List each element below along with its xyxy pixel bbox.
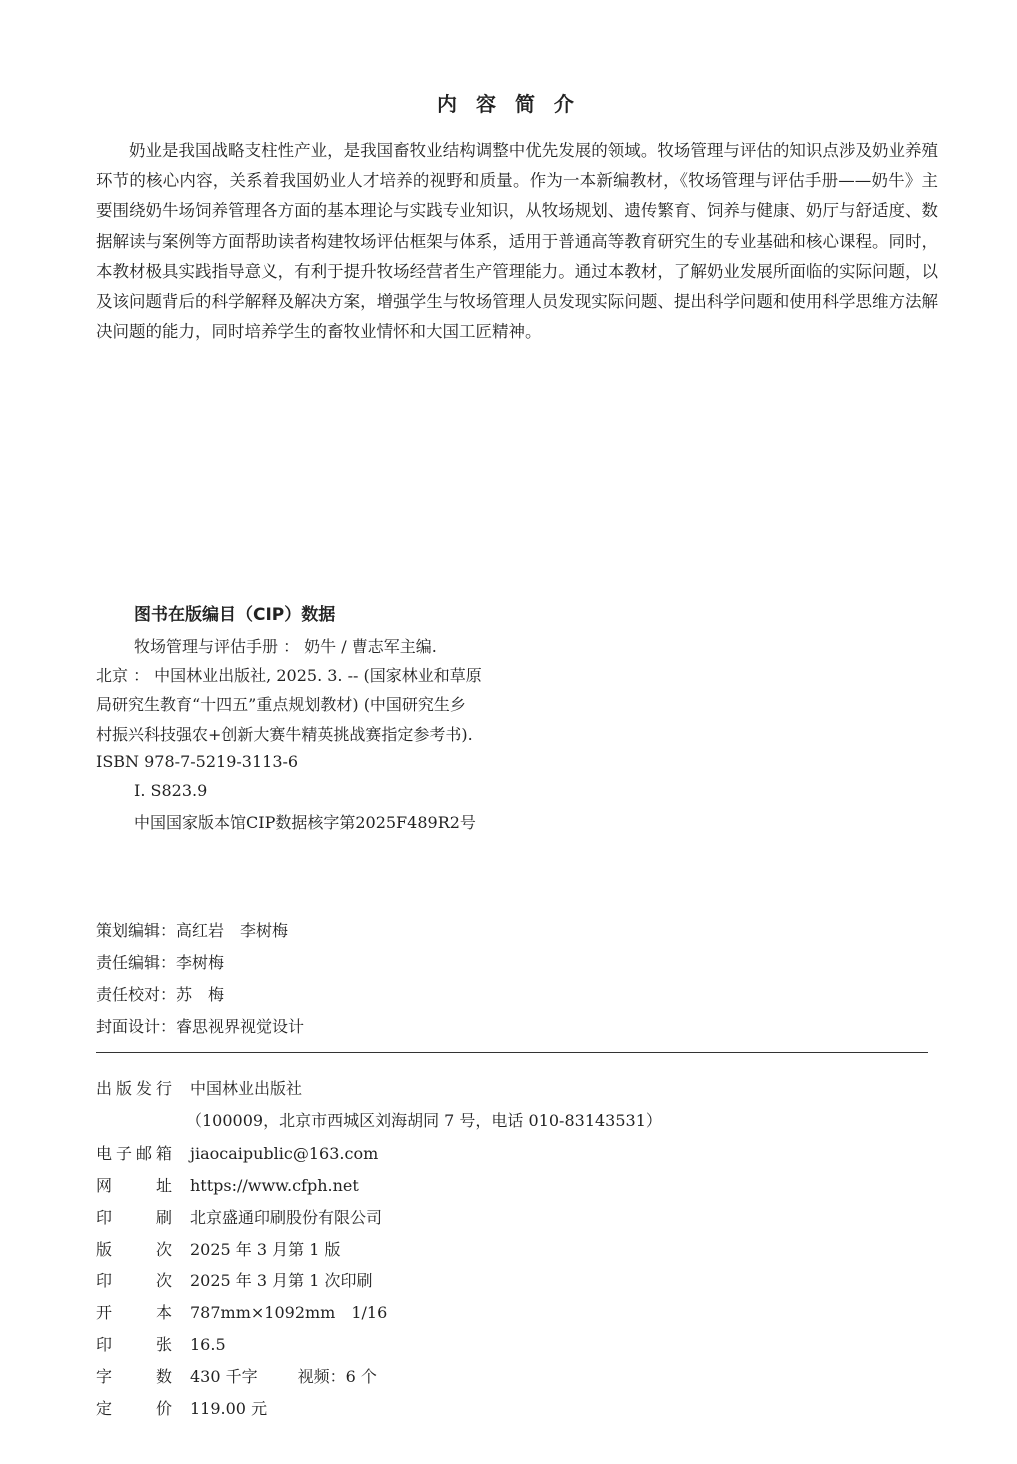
pub-label: 印 张 — [96, 1335, 172, 1354]
printer-name: 北京盛通印刷股份有限公司 — [190, 1208, 383, 1227]
pub-row-edition — [96, 1237, 341, 1260]
cip-line: 村振兴科技强农+创新大赛牛精英挑战赛指定参考书). — [96, 725, 473, 744]
credit-row — [96, 982, 224, 1005]
credit-label: 责任编辑： — [96, 953, 177, 972]
pub-row-publisher — [96, 1076, 302, 1099]
price-value: 119.00 元 — [190, 1399, 268, 1418]
pub-row-format — [96, 1300, 387, 1323]
email-link[interactable]: jiaocaipublic@163.com — [190, 1144, 379, 1163]
pub-label: 开 本 — [96, 1303, 172, 1322]
credit-value: 高红岩 李树梅 — [176, 921, 289, 940]
credit-row — [96, 918, 288, 941]
credit-value: 李树梅 — [176, 953, 225, 972]
intro-paragraph: 奶业是我国战略支柱性产业，是我国畜牧业结构调整中优先发展的领域。牧场管理与评估的知识点涉及奶业养殖环节的核心内容，关系着我国奶业人才培养的视野和质量。作为一本新编教材，《牧场管理与评估手册——奶牛》主要围绕奶牛场饲养管理各方面的基本理论与实践专业知识，从牧场规划、遗传繁育、饲养与健康、奶厅与舒适度、数据解读与案例等方面帮助读者构建牧场评估框架与体系，适用于普通高等教育研究生的专业基础和核心课程。同时，本教材极具实践指导意义，有利于提升牧场经营者生产管理能力。通过本教材，了解奶业发展所面临的实际问题，以及该问题背后的科学解释及解决方案，增强学生与牧场管理人员发现实际问题、提出科学问题和使用科学思维方法解决问题的能力，同时培养学生的畜牧业情怀和大国工匠精神。 — [96, 141, 938, 342]
pub-row-sheets — [96, 1332, 226, 1355]
credit-row — [96, 1014, 304, 1037]
pub-row-price — [96, 1396, 267, 1419]
pub-label: 网 址 — [96, 1176, 172, 1195]
website-link[interactable]: https://www.cfph.net — [190, 1176, 359, 1195]
cip-classification: Ⅰ. S823.9 — [134, 781, 208, 800]
pub-label: 出版发行 — [96, 1079, 172, 1098]
publisher-address: （100009，北京市西城区刘海胡同 7 号，电话 010-83143531） — [186, 1111, 662, 1130]
cip-line: 北京 ： 中国林业出版社, 2025. 3. -- (国家林业和草原 — [96, 666, 482, 685]
words-value: 430 千字 — [190, 1367, 258, 1386]
pub-label: 字 数 — [96, 1367, 172, 1386]
pub-label: 版 次 — [96, 1240, 172, 1259]
credit-label: 策划编辑： — [96, 921, 177, 940]
edition-value: 2025 年 3 月第 1 版 — [190, 1240, 341, 1259]
pub-row-email — [96, 1141, 378, 1164]
pub-label: 印 次 — [96, 1271, 172, 1290]
pub-row-impression — [96, 1268, 373, 1291]
pub-label: 电子邮箱 — [96, 1144, 172, 1163]
impression-value: 2025 年 3 月第 1 次印刷 — [190, 1271, 373, 1290]
page-title: 内 容 简 介 — [437, 92, 580, 116]
sheets-value: 16.5 — [190, 1335, 226, 1354]
publisher-name: 中国林业出版社 — [190, 1079, 303, 1098]
video-count: 视频：6 个 — [297, 1367, 377, 1386]
cip-line: 局研究生教育“十四五”重点规划教材) (中国研究生乡 — [96, 695, 466, 714]
pub-label: 印 刷 — [96, 1208, 172, 1227]
pub-row-words — [96, 1364, 377, 1387]
credit-label: 责任校对： — [96, 985, 177, 1004]
pub-row-website — [96, 1173, 359, 1196]
cip-heading: 图书在版编目（CIP）数据 — [134, 605, 336, 625]
cip-isbn: ISBN 978-7-5219-3113-6 — [96, 752, 299, 771]
pub-row-printer — [96, 1205, 382, 1228]
credit-label: 封面设计： — [96, 1017, 177, 1036]
cip-record-number: 中国国家版本馆CIP数据核字第2025F489R2号 — [134, 813, 476, 832]
pub-label: 定 价 — [96, 1399, 172, 1418]
credit-value: 苏 梅 — [176, 985, 225, 1004]
cip-line: 牧场管理与评估手册 ： 奶牛 / 曹志军主编. — [134, 637, 437, 656]
format-value: 787mm×1092mm 1/16 — [190, 1303, 388, 1322]
divider-line — [96, 1052, 928, 1053]
credit-value: 睿思视界视觉设计 — [176, 1017, 305, 1036]
credit-row — [96, 950, 224, 973]
